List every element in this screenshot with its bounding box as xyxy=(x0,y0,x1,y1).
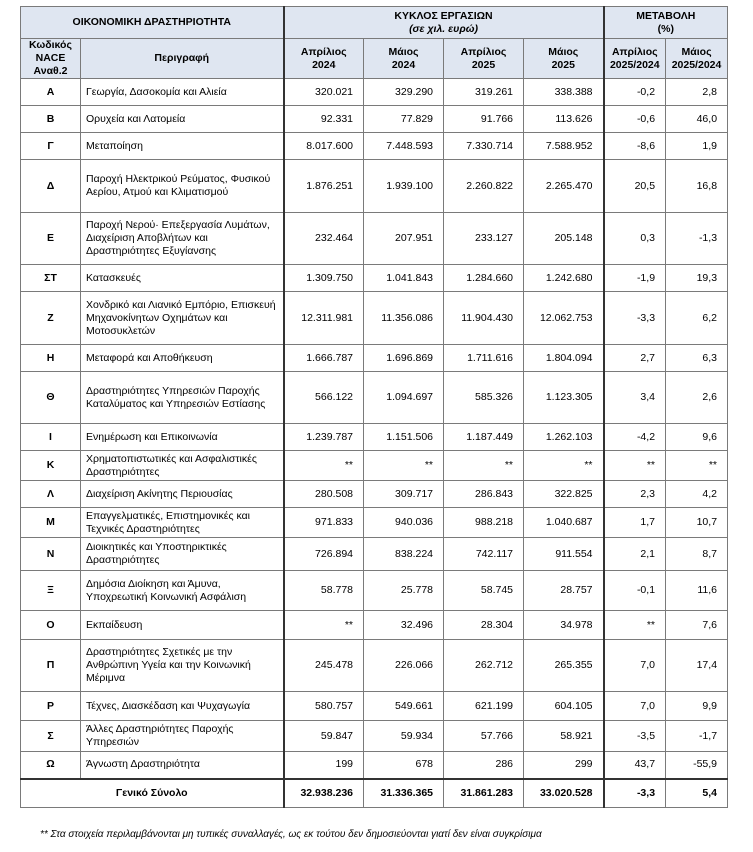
value-apr-2025: 621.199 xyxy=(444,692,524,721)
change-apr: 1,7 xyxy=(604,508,666,538)
table-row xyxy=(21,508,728,538)
value-apr-2025: 58.745 xyxy=(444,571,524,611)
value-may-2024: 207.951 xyxy=(364,213,444,265)
value-may-2024: 226.066 xyxy=(364,640,444,692)
change-may: -55,9 xyxy=(666,752,728,779)
value-apr-2025: 233.127 xyxy=(444,213,524,265)
nace-code: Γ xyxy=(21,133,81,160)
value-apr-2025: 262.712 xyxy=(444,640,524,692)
table-row xyxy=(21,79,728,106)
col-header-may-2024: Μάιος 2024 xyxy=(364,39,444,79)
value-may-2025: 265.355 xyxy=(524,640,604,692)
change-may: 17,4 xyxy=(666,640,728,692)
activity-description: Χονδρικό και Λιανικό Εμπόριο, Επισκευή Μηχανοκίνητων Οχημάτων και Μοτοσυκλετών xyxy=(81,292,284,345)
nace-code: Π xyxy=(21,640,81,692)
value-apr-2024: 8.017.600 xyxy=(284,133,364,160)
table-row xyxy=(21,611,728,640)
table-row xyxy=(21,538,728,571)
value-apr-2024: 12.311.981 xyxy=(284,292,364,345)
value-may-2025: 34.978 xyxy=(524,611,604,640)
activity-description: Ορυχεία και Λατομεία xyxy=(81,106,284,133)
nace-code: Η xyxy=(21,345,81,372)
value-apr-2024: 92.331 xyxy=(284,106,364,133)
nace-code: Θ xyxy=(21,372,81,424)
activity-description: Τέχνες, Διασκέδαση και Ψυχαγωγία xyxy=(81,692,284,721)
change-may: 4,2 xyxy=(666,481,728,508)
value-apr-2024: 1.876.251 xyxy=(284,160,364,213)
change-may: 46,0 xyxy=(666,106,728,133)
total-change-may: 5,4 xyxy=(666,779,728,808)
value-may-2024: 1.696.869 xyxy=(364,345,444,372)
nace-code: Ε xyxy=(21,213,81,265)
footnote: ** Στα στοιχεία περιλαμβάνονται μη τυπικές συναλλαγές, ως εκ τούτου δεν δημοσιεύονται γιατί δεν είναι συγκρίσιμα xyxy=(40,829,542,840)
change-may: -1,3 xyxy=(666,213,728,265)
activity-header: ΟΙΚΟΝΟΜΙΚΗ ΔΡΑΣΤΗΡΙΟΤΗΤΑ xyxy=(21,7,284,39)
value-may-2025: 205.148 xyxy=(524,213,604,265)
value-apr-2024: 199 xyxy=(284,752,364,779)
value-apr-2025: ** xyxy=(444,451,524,481)
value-apr-2025: 11.904.430 xyxy=(444,292,524,345)
nace-code: Σ xyxy=(21,721,81,752)
activity-description: Χρηματοπιστωτικές και Ασφαλιστικές Δραστηριότητες xyxy=(81,451,284,481)
change-may: 6,2 xyxy=(666,292,728,345)
total-may-2024: 31.336.365 xyxy=(364,779,444,808)
col-header-may-2025: Μάιος 2025 xyxy=(524,39,604,79)
value-apr-2024: 59.847 xyxy=(284,721,364,752)
change-apr: -4,2 xyxy=(604,424,666,451)
table-row xyxy=(21,481,728,508)
value-may-2024: 11.356.086 xyxy=(364,292,444,345)
value-apr-2025: 1.711.616 xyxy=(444,345,524,372)
value-may-2024: 59.934 xyxy=(364,721,444,752)
value-may-2024: 32.496 xyxy=(364,611,444,640)
nace-code: ΣΤ xyxy=(21,265,81,292)
col-header-change-apr: Απρίλιος 2025/2024 xyxy=(604,39,666,79)
value-apr-2025: 2.260.822 xyxy=(444,160,524,213)
value-may-2025: 58.921 xyxy=(524,721,604,752)
value-apr-2025: 585.326 xyxy=(444,372,524,424)
nace-code: Λ xyxy=(21,481,81,508)
value-may-2024: 838.224 xyxy=(364,538,444,571)
nace-code: Δ xyxy=(21,160,81,213)
value-apr-2025: 1.284.660 xyxy=(444,265,524,292)
table-row xyxy=(21,752,728,779)
value-apr-2025: 988.218 xyxy=(444,508,524,538)
value-apr-2025: 91.766 xyxy=(444,106,524,133)
table-row xyxy=(21,265,728,292)
nace-code: Α xyxy=(21,79,81,106)
code-column-header: Κωδικός NACE Αναθ.2 xyxy=(21,39,81,79)
value-may-2024: 1.939.100 xyxy=(364,160,444,213)
col-header-apr-2024: Απρίλιος 2024 xyxy=(284,39,364,79)
value-apr-2024: ** xyxy=(284,611,364,640)
total-row xyxy=(21,779,728,808)
value-apr-2025: 742.117 xyxy=(444,538,524,571)
value-may-2025: 1.262.103 xyxy=(524,424,604,451)
activity-description: Δημόσια Διοίκηση και Άμυνα, Υποχρεωτική Κοινωνική Ασφάλιση xyxy=(81,571,284,611)
value-may-2025: 911.554 xyxy=(524,538,604,571)
value-may-2024: 678 xyxy=(364,752,444,779)
activity-description: Άγνωστη Δραστηριότητα xyxy=(81,752,284,779)
table-row xyxy=(21,571,728,611)
change-apr: 2,3 xyxy=(604,481,666,508)
value-may-2024: 309.717 xyxy=(364,481,444,508)
activity-description: Διοικητικές και Υποστηρικτικές Δραστηριότητες xyxy=(81,538,284,571)
change-apr: 7,0 xyxy=(604,640,666,692)
value-may-2024: 940.036 xyxy=(364,508,444,538)
change-apr: 2,7 xyxy=(604,345,666,372)
change-apr: ** xyxy=(604,451,666,481)
table-row xyxy=(21,372,728,424)
change-apr: 0,3 xyxy=(604,213,666,265)
value-may-2024: ** xyxy=(364,451,444,481)
value-apr-2024: 1.239.787 xyxy=(284,424,364,451)
change-apr: -0,6 xyxy=(604,106,666,133)
nace-code: Μ xyxy=(21,508,81,538)
value-may-2024: 329.290 xyxy=(364,79,444,106)
change-may: 6,3 xyxy=(666,345,728,372)
value-may-2025: 1.804.094 xyxy=(524,345,604,372)
value-apr-2024: 232.464 xyxy=(284,213,364,265)
activity-description: Άλλες Δραστηριότητες Παροχής Υπηρεσιών xyxy=(81,721,284,752)
value-apr-2025: 319.261 xyxy=(444,79,524,106)
change-may: ** xyxy=(666,451,728,481)
value-may-2024: 7.448.593 xyxy=(364,133,444,160)
change-apr: 43,7 xyxy=(604,752,666,779)
change-apr: ** xyxy=(604,611,666,640)
change-may: 2,6 xyxy=(666,372,728,424)
value-apr-2025: 7.330.714 xyxy=(444,133,524,160)
turnover-table xyxy=(20,6,728,808)
activity-description: Παροχή Νερού· Επεξεργασία Λυμάτων, Διαχείριση Αποβλήτων και Δραστηριότητες Εξυγίανσης xyxy=(81,213,284,265)
change-apr: 2,1 xyxy=(604,538,666,571)
total-label: Γενικό Σύνολο xyxy=(21,779,284,808)
value-apr-2024: 58.778 xyxy=(284,571,364,611)
value-apr-2025: 28.304 xyxy=(444,611,524,640)
value-apr-2024: 245.478 xyxy=(284,640,364,692)
value-apr-2025: 57.766 xyxy=(444,721,524,752)
activity-description: Ενημέρωση και Επικοινωνία xyxy=(81,424,284,451)
value-may-2025: 322.825 xyxy=(524,481,604,508)
value-apr-2024: 280.508 xyxy=(284,481,364,508)
value-may-2025: 2.265.470 xyxy=(524,160,604,213)
change-may: 16,8 xyxy=(666,160,728,213)
nace-code: Ο xyxy=(21,611,81,640)
value-apr-2024: 1.666.787 xyxy=(284,345,364,372)
value-apr-2024: 320.021 xyxy=(284,79,364,106)
activity-description: Δραστηριότητες Υπηρεσιών Παροχής Καταλύματος και Υπηρεσιών Εστίασης xyxy=(81,372,284,424)
change-header: ΜΕΤΑΒΟΛΗ (%) xyxy=(604,7,728,39)
table-row xyxy=(21,640,728,692)
change-may: 7,6 xyxy=(666,611,728,640)
total-apr-2024: 32.938.236 xyxy=(284,779,364,808)
nace-code: Ν xyxy=(21,538,81,571)
table-row xyxy=(21,213,728,265)
change-apr: 7,0 xyxy=(604,692,666,721)
table-body xyxy=(21,79,728,779)
value-may-2025: 338.388 xyxy=(524,79,604,106)
value-may-2025: 1.242.680 xyxy=(524,265,604,292)
nace-code: Ξ xyxy=(21,571,81,611)
value-may-2025: ** xyxy=(524,451,604,481)
table-row xyxy=(21,424,728,451)
nace-code: Β xyxy=(21,106,81,133)
change-may: 8,7 xyxy=(666,538,728,571)
turnover-table-container xyxy=(20,6,727,808)
nace-code: Ι xyxy=(21,424,81,451)
value-may-2024: 25.778 xyxy=(364,571,444,611)
value-may-2025: 604.105 xyxy=(524,692,604,721)
value-may-2025: 113.626 xyxy=(524,106,604,133)
value-apr-2025: 1.187.449 xyxy=(444,424,524,451)
value-apr-2024: ** xyxy=(284,451,364,481)
value-apr-2024: 1.309.750 xyxy=(284,265,364,292)
value-apr-2024: 580.757 xyxy=(284,692,364,721)
change-apr: 20,5 xyxy=(604,160,666,213)
activity-description: Επαγγελματικές, Επιστημονικές και Τεχνικές Δραστηριότητες xyxy=(81,508,284,538)
change-may: 9,9 xyxy=(666,692,728,721)
col-header-apr-2025: Απρίλιος 2025 xyxy=(444,39,524,79)
table-row xyxy=(21,106,728,133)
nace-code: Κ xyxy=(21,451,81,481)
value-apr-2024: 566.122 xyxy=(284,372,364,424)
change-may: 9,6 xyxy=(666,424,728,451)
table-row xyxy=(21,721,728,752)
change-may: 1,9 xyxy=(666,133,728,160)
description-column-header: Περιγραφή xyxy=(81,39,284,79)
value-may-2025: 1.123.305 xyxy=(524,372,604,424)
activity-description: Γεωργία, Δασοκομία και Αλιεία xyxy=(81,79,284,106)
change-apr: -3,5 xyxy=(604,721,666,752)
value-may-2024: 1.094.697 xyxy=(364,372,444,424)
value-may-2025: 1.040.687 xyxy=(524,508,604,538)
change-may: -1,7 xyxy=(666,721,728,752)
value-apr-2025: 286 xyxy=(444,752,524,779)
change-apr: -1,9 xyxy=(604,265,666,292)
value-may-2025: 12.062.753 xyxy=(524,292,604,345)
change-apr: -0,2 xyxy=(604,79,666,106)
change-apr: -8,6 xyxy=(604,133,666,160)
col-header-change-may: Μάιος 2025/2024 xyxy=(666,39,728,79)
activity-description: Εκπαίδευση xyxy=(81,611,284,640)
activity-description: Κατασκευές xyxy=(81,265,284,292)
value-may-2024: 77.829 xyxy=(364,106,444,133)
nace-code: Ζ xyxy=(21,292,81,345)
total-change-apr: -3,3 xyxy=(604,779,666,808)
table-row xyxy=(21,345,728,372)
table-row xyxy=(21,133,728,160)
change-apr: 3,4 xyxy=(604,372,666,424)
change-may: 10,7 xyxy=(666,508,728,538)
value-apr-2024: 971.833 xyxy=(284,508,364,538)
table-row xyxy=(21,160,728,213)
value-apr-2025: 286.843 xyxy=(444,481,524,508)
change-apr: -3,3 xyxy=(604,292,666,345)
table-row xyxy=(21,692,728,721)
activity-description: Διαχείριση Ακίνητης Περιουσίας xyxy=(81,481,284,508)
change-may: 2,8 xyxy=(666,79,728,106)
change-may: 19,3 xyxy=(666,265,728,292)
activity-description: Δραστηριότητες Σχετικές με την Ανθρώπινη Υγεία και την Κοινωνική Μέριμνα xyxy=(81,640,284,692)
value-may-2024: 549.661 xyxy=(364,692,444,721)
change-apr: -0,1 xyxy=(604,571,666,611)
nace-code: Ρ xyxy=(21,692,81,721)
value-may-2025: 299 xyxy=(524,752,604,779)
activity-description: Μεταποίηση xyxy=(81,133,284,160)
table-row xyxy=(21,292,728,345)
total-may-2025: 33.020.528 xyxy=(524,779,604,808)
activity-description: Μεταφορά και Αποθήκευση xyxy=(81,345,284,372)
total-apr-2025: 31.861.283 xyxy=(444,779,524,808)
value-may-2025: 7.588.952 xyxy=(524,133,604,160)
value-apr-2024: 726.894 xyxy=(284,538,364,571)
change-may: 11,6 xyxy=(666,571,728,611)
value-may-2024: 1.041.843 xyxy=(364,265,444,292)
activity-description: Παροχή Ηλεκτρικού Ρεύματος, Φυσικού Αερίου, Ατμού και Κλιματισμού xyxy=(81,160,284,213)
nace-code: Ω xyxy=(21,752,81,779)
value-may-2025: 28.757 xyxy=(524,571,604,611)
value-may-2024: 1.151.506 xyxy=(364,424,444,451)
table-row xyxy=(21,451,728,481)
turnover-header: ΚΥΚΛΟΣ ΕΡΓΑΣΙΩΝ (σε χιλ. ευρώ) xyxy=(284,7,604,39)
